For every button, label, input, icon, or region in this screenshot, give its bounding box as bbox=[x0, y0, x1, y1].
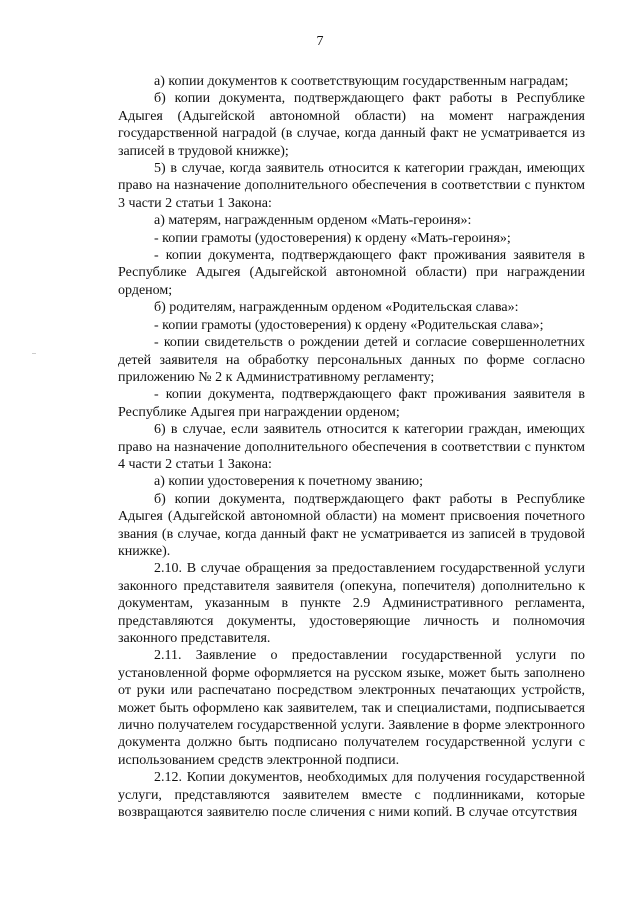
paragraph-b-work-proof: б) копии документа, подтверждающего факт работы в Республике Адыгея (Адыгейской автономной области) на момент награждения государственной наградой (в случае, когда данный факт не усматривается из записей в трудовой книжке); bbox=[118, 91, 585, 159]
paragraph-5b-certificate: - копии грамоты (удостоверения) к ордену «Родительская слава»; bbox=[154, 317, 544, 333]
paragraph-5a-certificate: - копии грамоты (удостоверения) к ордену «Мать-героиня»; bbox=[154, 230, 511, 246]
paragraph-5b-residence: - копии документа, подтверждающего факт проживания заявителя в Республике Адыгея при награждении орденом; bbox=[118, 387, 585, 420]
paragraph-5a-mothers: а) матерям, награжденным орденом «Мать-героиня»: bbox=[154, 213, 472, 229]
paragraph-item-6: 6) в случае, если заявитель относится к категории граждан, имеющих право на назначение дополнительного обеспечения в соответствии с пунктом 4 части 2 статьи 1 Закона: bbox=[118, 422, 585, 472]
paragraph-a-awards: а) копии документов к соответствующим государственным наградам; bbox=[154, 74, 569, 89]
paragraph-6a-title: а) копии удостоверения к почетному званию; bbox=[154, 474, 423, 490]
paragraph-5a-residence: - копии документа, подтверждающего факт проживания заявителя в Республике Адыгея (Адыгейской автономной области) при награждении орденом; bbox=[118, 248, 585, 298]
paragraph-2-12: 2.12. Копии документов, необходимых для получения государственной услуги, представляются заявителем вместе с подлинниками, которые возвращаются заявителю после сличения с ними копий. В случае отсутствия bbox=[118, 770, 585, 821]
margin-mark bbox=[32, 353, 36, 354]
paragraph-5b-birth-certificates: - копии свидетельств о рождении детей и согласие совершеннолетних детей заявителя на обработку персональных данных по форме согласно приложению № 2 к Административному регламенту; bbox=[118, 335, 585, 385]
paragraph-5b-parents: б) родителям, награжденным орденом «Родительская слава»: bbox=[154, 300, 519, 316]
paragraph-2-11: 2.11. Заявление о предоставлении государственной услуги по установленной форме оформляется на русском языке, может быть заполнено от руки или распечатано посредством электронных печатающих устройств, может быть оформлено как заявителем, так и специалистами, подписывается лично получателем государственной услуги. Заявление в форме электронного документа должно быть подписано получателем государственной услуги с использованием средств электронной подписи. bbox=[118, 648, 585, 768]
paragraph-item-5: 5) в случае, когда заявитель относится к категории граждан, имеющих право на назначение дополнительного обеспечения в соответствии с пунктом 3 части 2 статьи 1 Закона: bbox=[118, 161, 585, 211]
paragraph-2-10: 2.10. В случае обращения за предоставлением государственной услуги законного представителя заявителя (опекуна, попечителя) дополнительно к документам, указанным в пункте 2.9 Административного регламента, представляются документы, удостоверяющие личность и полномочия законного представителя. bbox=[118, 561, 585, 646]
paragraph-6b-work-proof: б) копии документа, подтверждающего факт работы в Республике Адыгея (Адыгейской автономной области) на момент присвоения почетного звания (в случае, когда данный факт не усматривается из записей в трудовой книжке). bbox=[118, 491, 585, 559]
document-body bbox=[118, 73, 585, 821]
page-number: 7 bbox=[316, 34, 324, 49]
